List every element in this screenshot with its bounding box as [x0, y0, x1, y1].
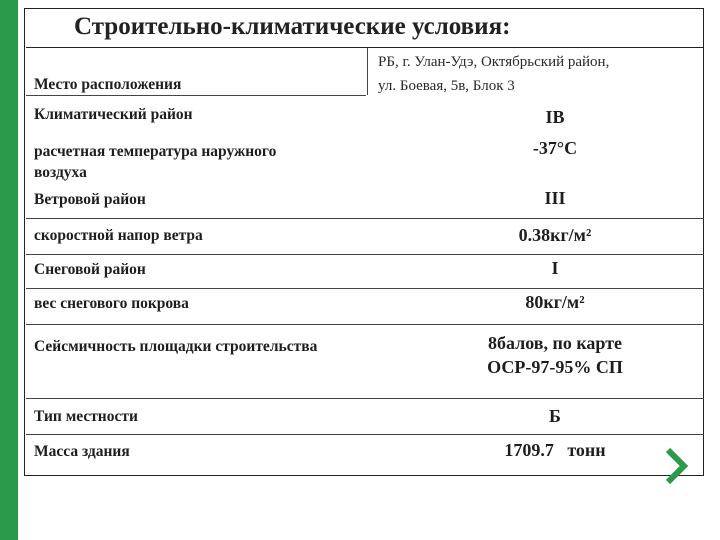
row-label-climatic-region: Климатический район [34, 106, 193, 123]
value-line: РБ, г. Улан-Удэ, Октябрьский район, [378, 54, 610, 70]
row-value-building-mass: 1709.7 тонн [504, 440, 606, 460]
row-divider [26, 434, 704, 435]
chevron-right-icon[interactable] [662, 444, 690, 488]
row-label-seismicity: Сейсмичность площадки строительства [34, 338, 318, 355]
slide-title: Строительно-климатические условия: [26, 8, 704, 48]
value-line: ОСР-97-95% СП [487, 357, 623, 377]
row-value-wind-region: III [544, 188, 566, 208]
row-label-wind-pressure: скоростной напор ветра [34, 227, 203, 244]
row-label-outdoor-temperature [26, 141, 366, 185]
label-line: воздуха [34, 164, 87, 181]
label-line: расчетная температура наружного [34, 143, 277, 160]
accent-side-bar [0, 0, 18, 540]
row-value-climatic-region: IВ [545, 107, 565, 127]
value-line: 8балов, по карте [487, 333, 623, 353]
row-value-wind-pressure: 0.38кг/м² [518, 225, 592, 245]
row-divider [26, 398, 704, 399]
row-value-snow-region: I [551, 258, 559, 278]
row-value-snow-load: 80кг/м² [525, 292, 585, 312]
row-label-location: Место расположения [34, 76, 182, 93]
row-label-building-mass: Масса здания [34, 443, 130, 460]
row-value-location [368, 50, 668, 98]
row-divider [26, 324, 704, 325]
row-divider [26, 254, 704, 255]
row-value-terrain-type: Б [549, 406, 561, 426]
value-line: ул. Боевая, 5в, Блок 3 [378, 78, 515, 94]
row-label-terrain-type: Тип местности [34, 408, 138, 425]
row-label-snow-load: вес снегового покрова [34, 295, 189, 312]
row-label-wind-region: Ветровой район [34, 191, 146, 208]
row-value-outdoor-temperature: -37°С [532, 138, 578, 158]
row-label-snow-region: Снеговой район [34, 261, 146, 278]
row-divider [26, 218, 704, 219]
row-divider [26, 288, 704, 289]
row-value-seismicity [400, 332, 710, 382]
